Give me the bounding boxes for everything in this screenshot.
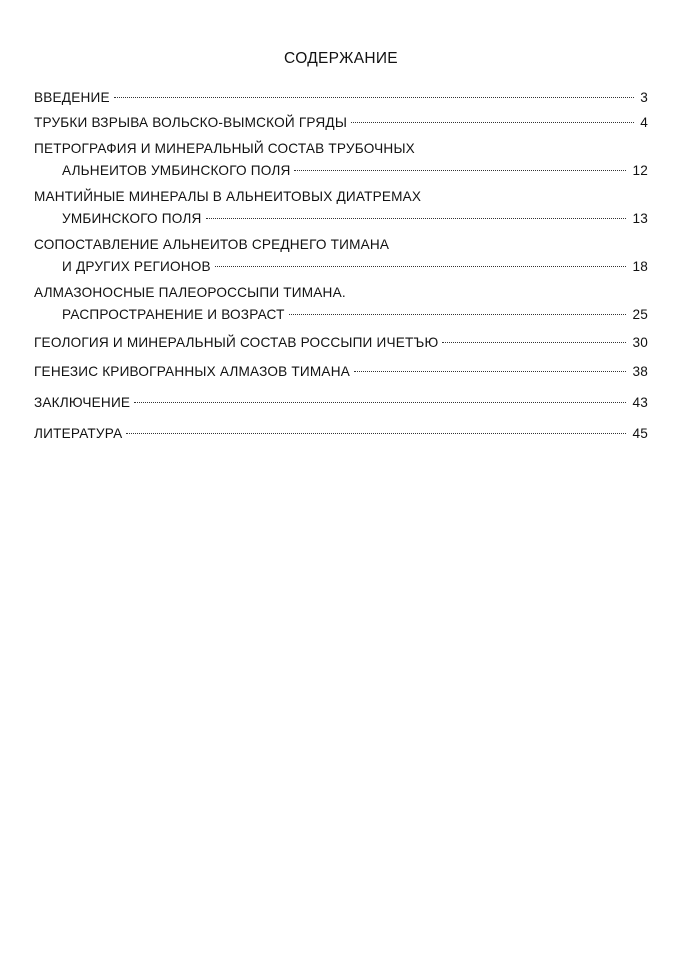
toc-page-number: 45 xyxy=(632,426,648,441)
toc-page-number: 13 xyxy=(632,211,648,226)
toc-page-number: 30 xyxy=(632,335,648,350)
toc-page-number: 3 xyxy=(640,90,648,105)
toc-page-number: 18 xyxy=(632,259,648,274)
dot-leader xyxy=(126,433,626,434)
page-title: СОДЕРЖАНИЕ xyxy=(284,50,398,67)
toc-entry-title: ГЕНЕЗИС КРИВОГРАННЫХ АЛМАЗОВ ТИМАНА xyxy=(34,364,350,379)
toc-page-number: 4 xyxy=(640,115,648,130)
toc-entry-title-continued: УМБИНСКОГО ПОЛЯ xyxy=(62,211,202,226)
dot-leader xyxy=(442,342,626,343)
toc-entry-title: ЗАКЛЮЧЕНИЕ xyxy=(34,395,131,410)
toc-entry[interactable] xyxy=(34,112,648,134)
toc-entry-title: СОПОСТАВЛЕНИЕ АЛЬНЕИТОВ СРЕДНЕГО ТИМАНА xyxy=(34,237,390,252)
toc-page-number: 25 xyxy=(632,307,648,322)
toc-entry-title: МАНТИЙНЫЕ МИНЕРАЛЫ В АЛЬНЕИТОВЫХ ДИАТРЕМАХ xyxy=(34,189,422,204)
toc-page-number: 38 xyxy=(632,364,648,379)
dot-leader xyxy=(354,371,626,372)
toc-entry[interactable] xyxy=(34,282,648,326)
dot-leader xyxy=(351,122,634,123)
toc-entry[interactable] xyxy=(34,332,648,354)
toc-entry-title: ЛИТЕРАТУРА xyxy=(34,426,123,441)
toc-page-number: 43 xyxy=(632,395,648,410)
toc-page-number: 12 xyxy=(632,163,648,178)
toc-entry[interactable] xyxy=(34,234,648,278)
dot-leader xyxy=(294,170,626,171)
toc-entry[interactable] xyxy=(34,361,648,383)
toc-entry-title: ТРУБКИ ВЗРЫВА ВОЛЬСКО-ВЫМСКОЙ ГРЯДЫ xyxy=(34,115,348,130)
dot-leader xyxy=(206,218,627,219)
toc-entry[interactable] xyxy=(34,87,648,109)
toc-entry[interactable] xyxy=(34,138,648,182)
dot-leader xyxy=(114,97,635,98)
toc-entry[interactable] xyxy=(34,392,648,414)
dot-leader xyxy=(215,266,627,267)
toc-entry[interactable] xyxy=(34,186,648,230)
dot-leader xyxy=(289,314,627,315)
toc-entry-title-continued: РАСПРОСТРАНЕНИЕ И ВОЗРАСТ xyxy=(62,307,285,322)
toc-entry[interactable] xyxy=(34,423,648,445)
toc-entry-title: ВВЕДЕНИЕ xyxy=(34,90,110,105)
dot-leader xyxy=(134,402,626,403)
toc-entry-title: ПЕТРОГРАФИЯ И МИНЕРАЛЬНЫЙ СОСТАВ ТРУБОЧНЫХ xyxy=(34,141,415,156)
toc-entry-title-continued: И ДРУГИХ РЕГИОНОВ xyxy=(62,259,211,274)
toc-entry-title: АЛМАЗОНОСНЫЕ ПАЛЕОРОССЫПИ ТИМАНА. xyxy=(34,285,346,300)
toc-entry-title: ГЕОЛОГИЯ И МИНЕРАЛЬНЫЙ СОСТАВ РОССЫПИ ИЧЕТЪЮ xyxy=(34,335,439,350)
toc-entry-title-continued: АЛЬНЕИТОВ УМБИНСКОГО ПОЛЯ xyxy=(62,163,291,178)
